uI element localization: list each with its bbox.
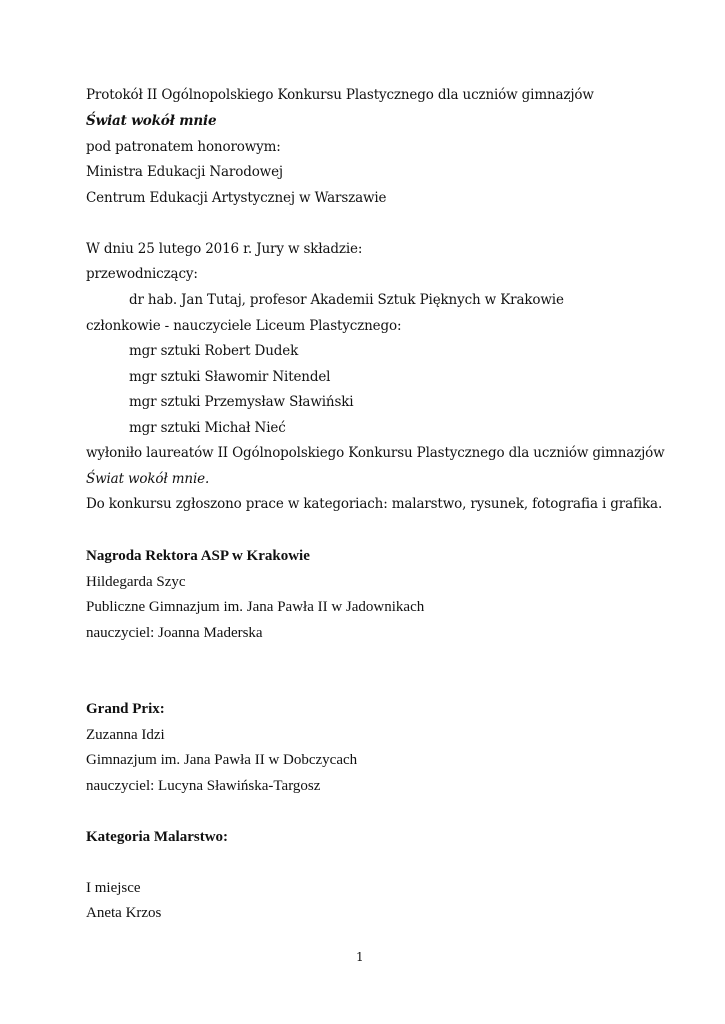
grand-prix-winner: Zuzanna Idzi: [86, 727, 165, 743]
grand-prix-teacher: nauczyciel: Lucyna Sławińska-Targosz: [86, 778, 321, 794]
jury-chair-name: dr hab. Jan Tutaj, profesor Akademii Sztuk Pięknych w Krakowie: [129, 292, 564, 308]
patron-ministry: Ministra Edukacji Narodowej: [86, 164, 283, 180]
grand-prix-heading: Grand Prix:: [86, 701, 165, 717]
painting-winner: Aneta Krzos: [86, 905, 162, 921]
painting-place: I miejsce: [86, 880, 141, 896]
jury-member: mgr sztuki Michał Nieć: [129, 420, 286, 436]
jury-chair-label: przewodniczący:: [86, 266, 198, 282]
jury-member: mgr sztuki Przemysław Sławiński: [129, 394, 354, 410]
patron-cea: Centrum Edukacji Artystycznej w Warszawie: [86, 190, 387, 206]
patronage-label: pod patronatem honorowym:: [86, 139, 281, 155]
rector-prize-school: Publiczne Gimnazjum im. Jana Pawła II w Jadownikach: [86, 599, 425, 615]
painting-category-heading: Kategoria Malarstwo:: [86, 829, 229, 845]
page-number: 1: [356, 950, 364, 964]
rector-prize-winner: Hildegarda Szyc: [86, 574, 186, 590]
contest-name-heading: Świat wokół mnie: [86, 113, 217, 129]
jury-result-contest-name: Świat wokół mnie.: [86, 471, 210, 487]
rector-prize-teacher: nauczyciel: Joanna Maderska: [86, 625, 263, 641]
jury-result-line: wyłoniło laureatów II Ogólnopolskiego Konkursu Plastycznego dla uczniów gimnazjów: [86, 445, 665, 461]
protocol-title-line: Protokół II Ogólnopolskiego Konkursu Plastycznego dla uczniów gimnazjów: [86, 87, 594, 103]
categories-line: Do konkursu zgłoszono prace w kategoriach: malarstwo, rysunek, fotografia i grafika.: [86, 496, 663, 512]
jury-member: mgr sztuki Sławomir Nitendel: [129, 369, 331, 385]
grand-prix-school: Gimnazjum im. Jana Pawła II w Dobczycach: [86, 752, 358, 768]
jury-members-label: członkowie - nauczyciele Liceum Plastycznego:: [86, 318, 402, 334]
rector-prize-heading: Nagroda Rektora ASP w Krakowie: [86, 548, 310, 564]
jury-member: mgr sztuki Robert Dudek: [129, 343, 299, 359]
jury-date-line: W dniu 25 lutego 2016 r. Jury w składzie:: [86, 241, 363, 257]
